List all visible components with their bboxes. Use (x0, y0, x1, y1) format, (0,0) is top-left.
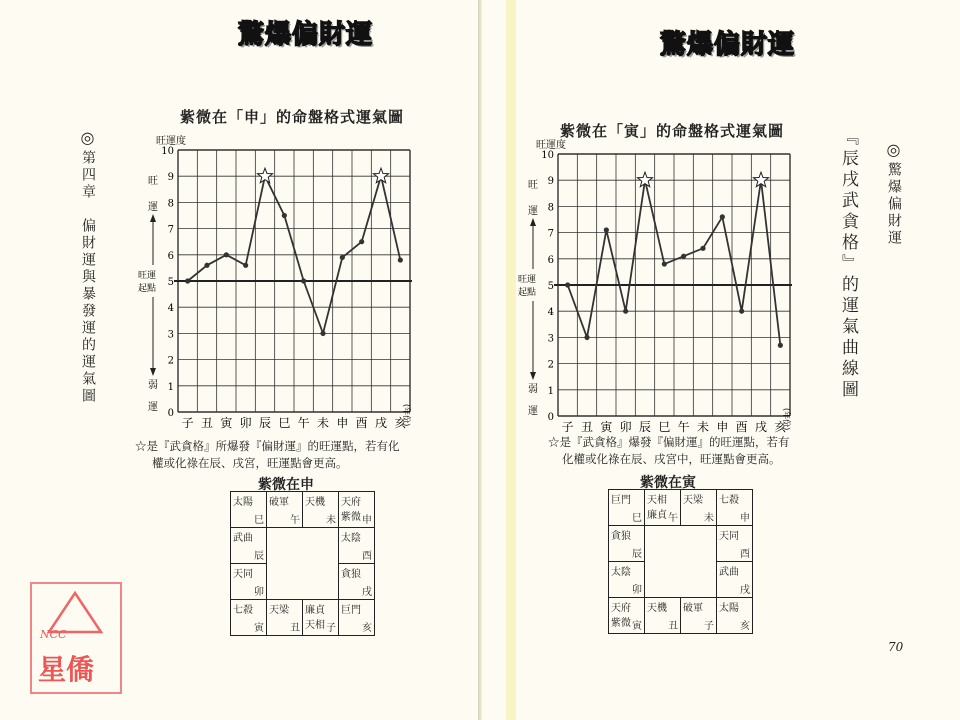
arrow-up-head (530, 218, 536, 226)
stamp-ncc-text: NCC (40, 628, 67, 641)
data-point (320, 331, 325, 336)
peak-star-icon (373, 168, 388, 183)
book-title-logo-right: 驚爆偏財運 (660, 30, 796, 60)
palace-cell (303, 600, 339, 636)
palace-cell (609, 598, 645, 634)
palace-stars: 貪狼 (341, 569, 361, 580)
book-gutter (478, 0, 482, 720)
palace-center (645, 562, 717, 598)
x-tick-label: 未 (696, 420, 710, 434)
x-tick-label: 子 (561, 420, 574, 434)
palace-branch: 酉 (740, 549, 750, 560)
x-tick-label: 戌 (754, 420, 768, 434)
x-tick-label: 卯 (239, 416, 252, 430)
luck-chart-right (508, 132, 808, 442)
y-tick-label: 7 (167, 224, 174, 236)
palace-stars: 太陰 (341, 533, 361, 544)
year-label: (年份) (782, 408, 791, 431)
y-tick-label: 2 (167, 355, 174, 367)
low-label: 弱 (528, 384, 538, 395)
y-tick-label: 0 (547, 412, 554, 423)
arrow-down-head (150, 368, 156, 376)
x-tick-label: 巳 (278, 416, 291, 430)
palace-branch: 巳 (254, 515, 264, 526)
luck-label-bottom: 運 (148, 402, 158, 413)
x-tick-label: 丑 (200, 416, 214, 430)
palace-cell (609, 490, 645, 526)
high-label: 旺 (148, 176, 158, 187)
palace-stars: 破軍 (269, 497, 289, 508)
y-tick-label: 6 (167, 250, 174, 262)
baseline-label-1: 旺運 (518, 275, 537, 285)
palace-branch: 未 (704, 513, 714, 524)
palace-stars: 太陰 (611, 567, 631, 578)
palace-center (645, 526, 717, 562)
palace-branch: 寅 (254, 623, 264, 634)
palace-branch: 戌 (362, 587, 372, 598)
palace-stars: 天同 (719, 531, 739, 542)
palace-stars: 廉貞 天相 (305, 605, 325, 631)
x-tick-label: 辰 (258, 416, 272, 430)
palace-stars: 破軍 (683, 603, 703, 614)
palace-stars: 天相 廉貞 (647, 495, 667, 521)
y-axis-title: 旺運度 (536, 140, 566, 151)
palace-branch: 亥 (362, 623, 372, 634)
y-tick-label: 2 (547, 359, 554, 371)
y-tick-label: 10 (541, 150, 554, 161)
palace-cell (717, 490, 753, 526)
y-tick-label: 8 (547, 202, 554, 214)
data-point (720, 214, 725, 219)
data-point (584, 335, 589, 340)
x-tick-label: 午 (677, 420, 690, 434)
palace-stars: 天府 紫微 (611, 603, 631, 629)
year-label: (年份) (402, 404, 411, 427)
baseline-label-2: 起點 (138, 284, 157, 294)
x-tick-label: 辰 (638, 420, 652, 434)
data-point (662, 261, 667, 266)
palace-stars: 七殺 (719, 495, 739, 506)
high-label: 旺 (528, 180, 538, 191)
palace-stars: 天同 (233, 569, 253, 580)
palace-stars: 巨門 (611, 495, 631, 506)
page-number: 70 (888, 640, 904, 654)
palace-cell (717, 598, 753, 634)
palace-stars: 武曲 (719, 567, 739, 578)
palace-branch: 辰 (254, 551, 264, 562)
x-tick-label: 申 (336, 416, 349, 430)
palace-branch: 未 (326, 515, 336, 526)
note-left-1: ☆是『武貪格』所爆發『偏財運』的旺運點，若有化 (135, 439, 400, 453)
y-tick-label: 1 (547, 385, 554, 397)
data-point (604, 227, 609, 232)
chart-title-right: 紫微在「寅」的命盤格式運氣圖 (560, 122, 785, 140)
x-tick-label: 未 (316, 416, 330, 430)
data-point (623, 309, 628, 314)
palace-cell (681, 598, 717, 634)
palace-branch: 卯 (632, 585, 642, 596)
palace-stars: 七殺 (233, 605, 253, 616)
palace-chart-right (608, 489, 753, 634)
x-tick-label: 戌 (374, 416, 388, 430)
arrow-down-head (530, 372, 536, 380)
palace-stars: 太陽 (233, 497, 253, 508)
palace-cell (681, 490, 717, 526)
y-axis-title: 旺運度 (156, 136, 186, 147)
palace-branch: 子 (704, 621, 714, 632)
luck-label-top: 運 (528, 206, 538, 217)
x-tick-label: 寅 (220, 416, 233, 430)
x-tick-label: 午 (297, 416, 310, 430)
palace-title-right: 紫微在寅 (640, 475, 696, 491)
palace-stars: 天梁 (683, 495, 703, 506)
running-head-right: 驚爆偏財運 (886, 162, 902, 247)
palace-cell (339, 528, 375, 564)
note-left-2: 權或化祿在辰、戌宮，旺運點會更高。 (152, 456, 348, 470)
y-tick-label: 10 (161, 146, 174, 157)
luck-label-bottom: 運 (528, 406, 538, 417)
data-point (739, 309, 744, 314)
palace-branch: 丑 (668, 621, 678, 632)
x-tick-label: 亥 (394, 416, 407, 430)
palace-cell (717, 526, 753, 562)
palace-cell (645, 598, 681, 634)
palace-cell (609, 562, 645, 598)
palace-chart-left (230, 491, 375, 636)
y-tick-label: 9 (547, 176, 554, 188)
y-tick-label: 0 (167, 408, 174, 419)
data-point (565, 282, 570, 287)
palace-cell (303, 492, 339, 528)
y-tick-label: 1 (167, 381, 174, 393)
y-tick-label: 5 (547, 281, 554, 292)
palace-branch: 午 (290, 515, 300, 526)
baseline-label-2: 起點 (518, 288, 537, 298)
palace-branch: 辰 (632, 549, 642, 560)
data-point (301, 278, 306, 283)
x-tick-label: 卯 (619, 420, 632, 434)
palace-title-left: 紫微在申 (258, 477, 314, 493)
palace-branch: 丑 (290, 623, 300, 634)
chart-title-left: 紫微在「申」的命盤格式運氣圖 (180, 108, 405, 126)
side-title-right: 『辰戌武貪格』的運氣曲線圖 (838, 128, 858, 401)
palace-stars: 天機 (647, 603, 667, 614)
x-tick-label: 亥 (774, 420, 787, 434)
palace-cell (339, 564, 375, 600)
palace-cell (231, 492, 267, 528)
palace-center (267, 564, 339, 600)
palace-cell (267, 492, 303, 528)
palace-branch: 酉 (362, 551, 372, 562)
x-tick-label: 寅 (600, 420, 613, 434)
x-tick-label: 丑 (580, 420, 594, 434)
data-point (204, 263, 209, 268)
palace-branch: 寅 (632, 621, 642, 632)
palace-cell (231, 564, 267, 600)
data-point (185, 278, 190, 283)
chapter-mark-right: ◎ (884, 140, 903, 162)
peak-star-icon (257, 168, 272, 183)
data-point (340, 255, 345, 260)
palace-cell (717, 562, 753, 598)
luck-chart-left (128, 128, 428, 438)
palace-branch: 申 (362, 515, 372, 526)
x-tick-label: 申 (716, 420, 729, 434)
palace-branch: 申 (740, 513, 750, 524)
y-tick-label: 9 (167, 172, 174, 184)
data-point (224, 252, 229, 257)
palace-stars: 天府 紫微 (341, 497, 361, 523)
palace-stars: 貪狼 (611, 531, 631, 542)
palace-stars: 天梁 (269, 605, 289, 616)
palace-branch: 亥 (740, 621, 750, 632)
palace-cell (231, 528, 267, 564)
palace-cell (645, 490, 681, 526)
palace-cell (339, 600, 375, 636)
book-title-logo: 驚爆偏財運 (238, 20, 374, 50)
palace-branch: 子 (326, 623, 336, 634)
palace-cell (267, 600, 303, 636)
palace-center (267, 528, 339, 564)
chapter-heading: 第四章 偏財運與暴發運的運氣圖 (80, 150, 96, 405)
data-point (398, 257, 403, 262)
y-tick-label: 8 (167, 198, 174, 210)
y-tick-label: 7 (547, 228, 554, 240)
y-tick-label: 6 (547, 254, 554, 266)
data-point (778, 343, 783, 348)
data-point (359, 239, 364, 244)
arrow-up-head (150, 214, 156, 222)
palace-branch: 巳 (632, 513, 642, 524)
y-tick-label: 3 (167, 329, 174, 341)
luck-label-top: 運 (148, 202, 158, 213)
x-tick-label: 子 (181, 416, 194, 430)
chapter-mark: ◎ (78, 128, 97, 150)
baseline-label-1: 旺運 (138, 271, 157, 281)
palace-stars: 天機 (305, 497, 325, 508)
x-tick-label: 酉 (735, 420, 748, 434)
x-tick-label: 巳 (658, 420, 671, 434)
palace-cell (231, 600, 267, 636)
note-right-2: 化權或化祿在辰、戌宮中，旺運點會更高。 (562, 452, 781, 466)
data-point (681, 254, 686, 259)
x-tick-label: 酉 (355, 416, 368, 430)
y-tick-label: 4 (167, 303, 174, 315)
palace-branch: 午 (668, 513, 678, 524)
ncc-logo-stamp (30, 582, 122, 694)
data-point (282, 213, 287, 218)
y-tick-label: 4 (547, 307, 554, 319)
palace-stars: 武曲 (233, 533, 253, 544)
data-point (700, 246, 705, 251)
palace-cell (339, 492, 375, 528)
palace-branch: 戌 (740, 585, 750, 596)
note-right-1: ☆是『武貪格』爆發『偏財運』的旺運點，若有 (548, 435, 790, 449)
y-tick-label: 5 (167, 277, 174, 288)
palace-stars: 巨門 (341, 605, 361, 616)
stamp-name-text: 星僑 (38, 653, 95, 686)
low-label: 弱 (148, 380, 158, 391)
y-tick-label: 3 (547, 333, 554, 345)
palace-branch: 卯 (254, 587, 264, 598)
palace-cell (609, 526, 645, 562)
palace-stars: 太陽 (719, 603, 739, 614)
data-point (243, 263, 248, 268)
